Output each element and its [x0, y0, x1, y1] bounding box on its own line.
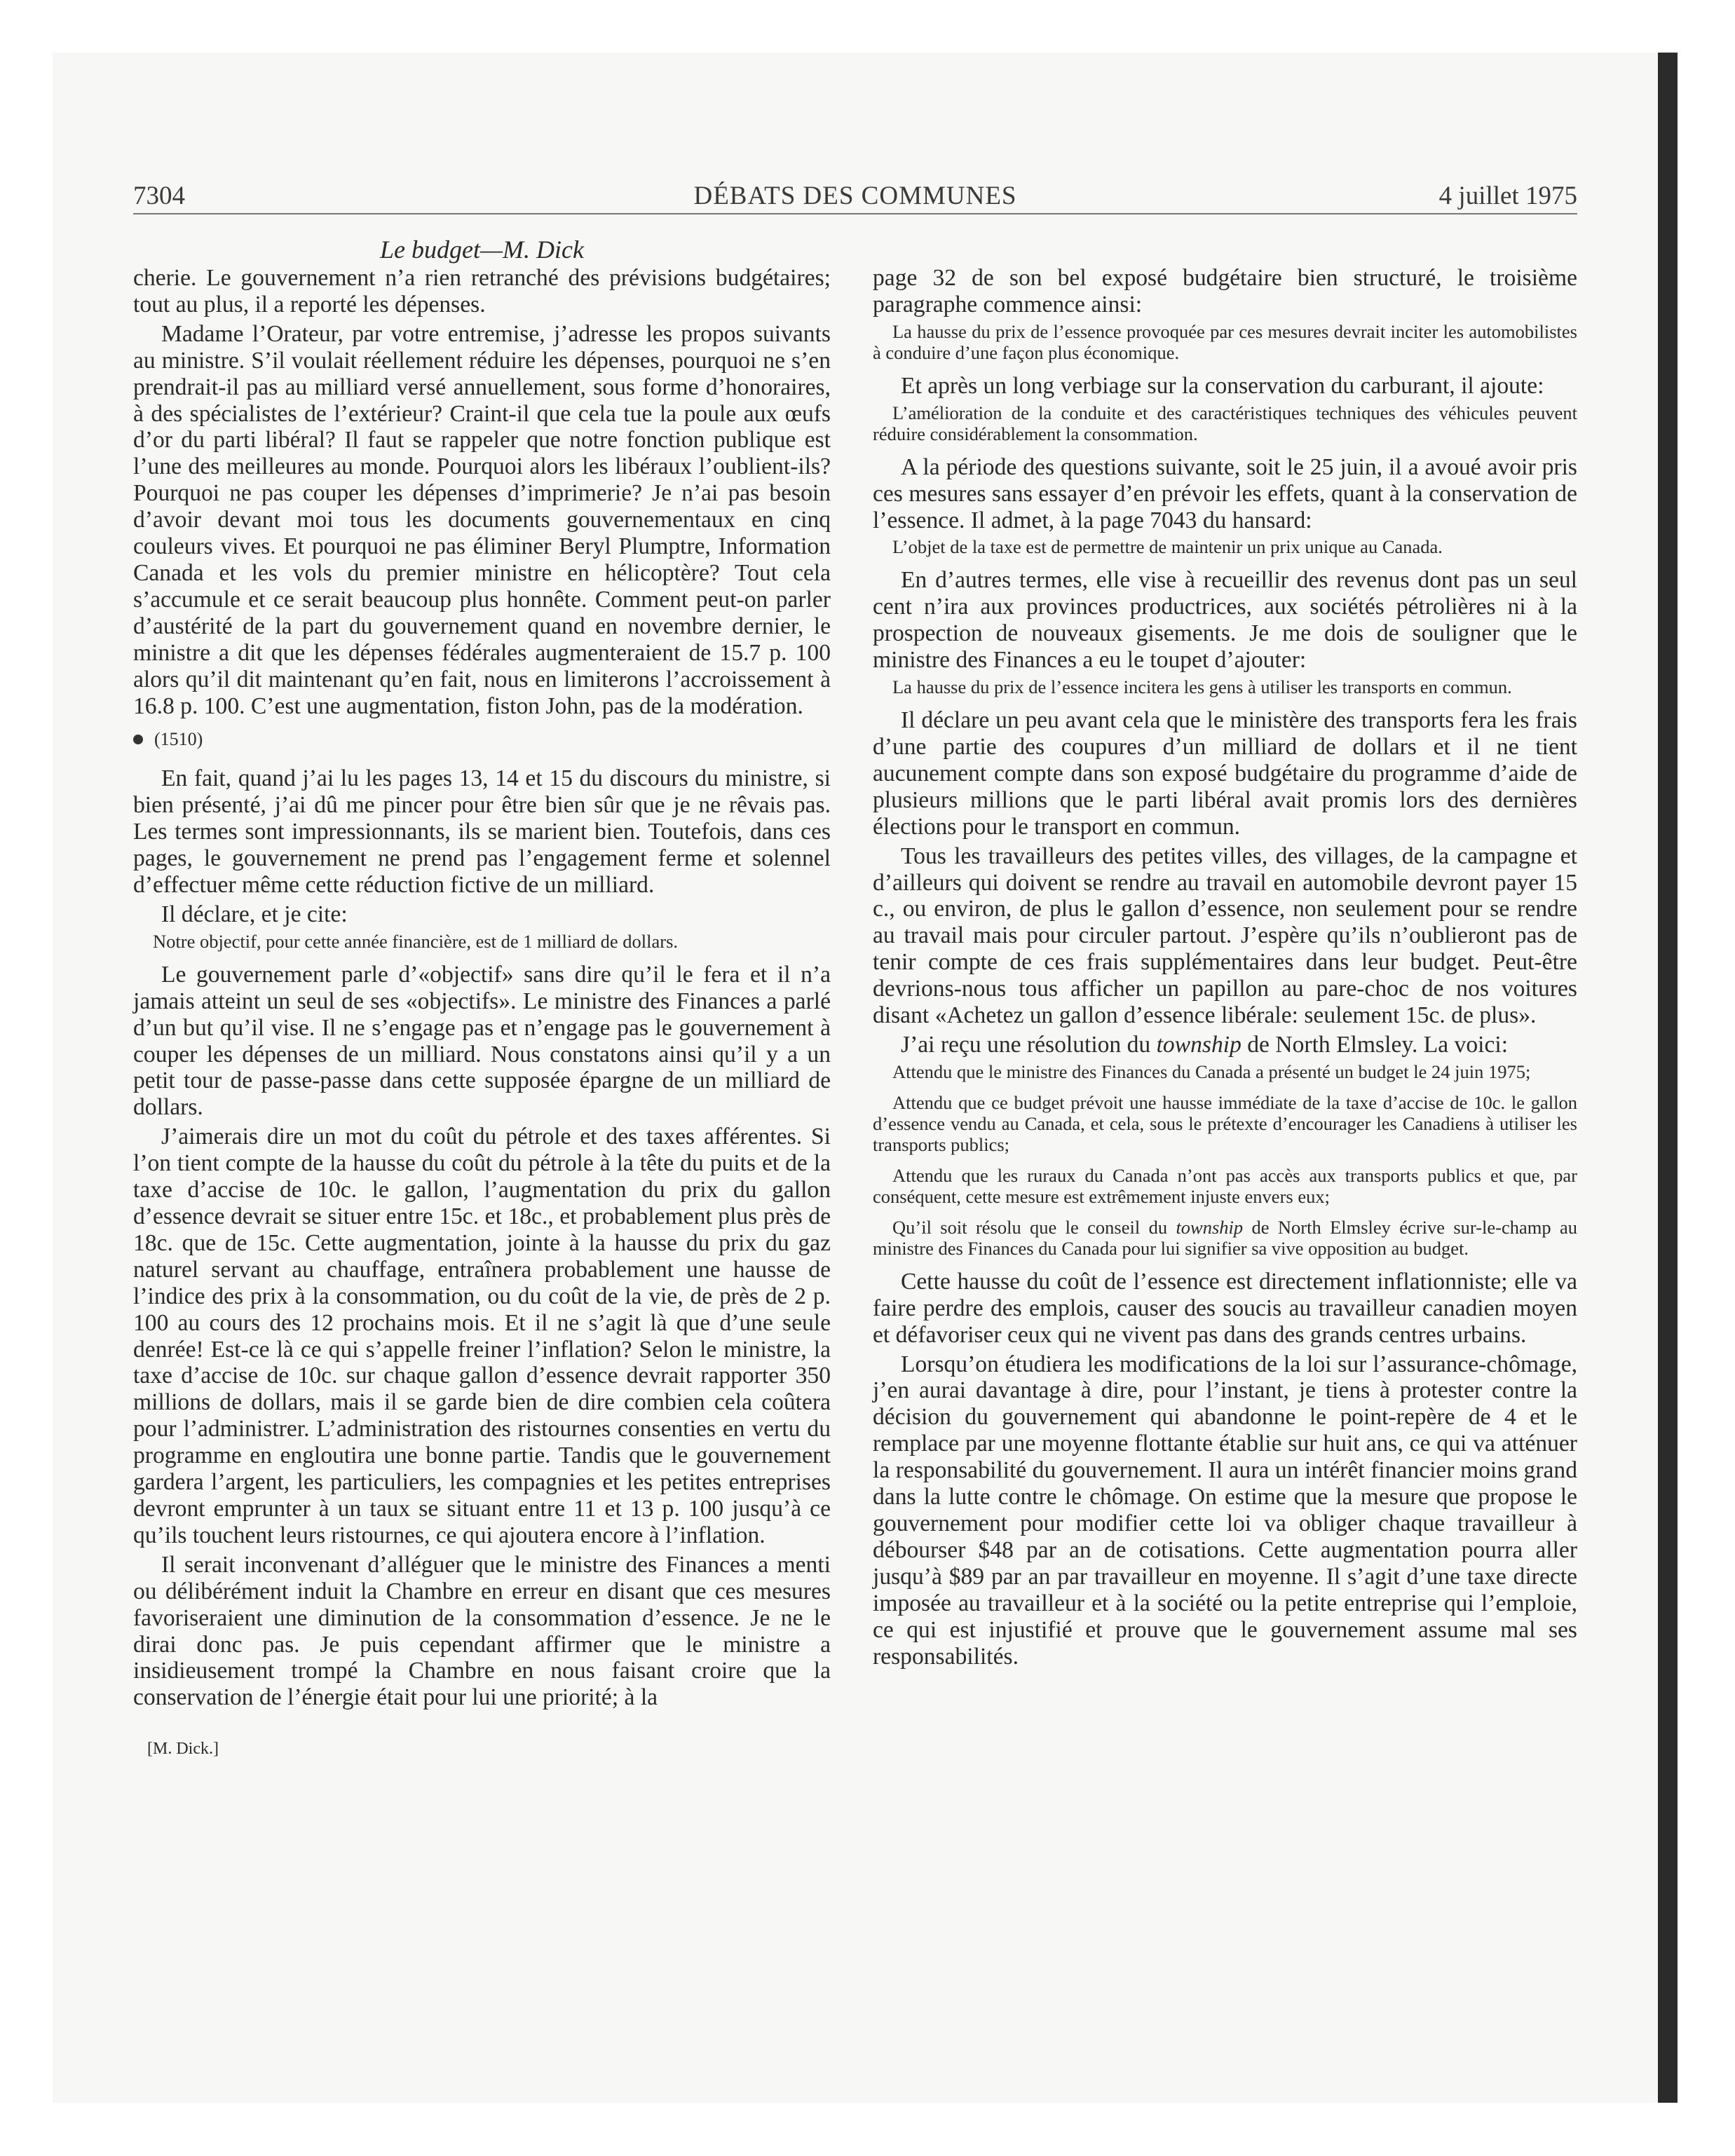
- paragraph: Lorsqu’on étudiera les modifications de la loi sur l’assurance-chômage, j’en aurai davantage à dire, pour l’instant, je tiens à protester contre la décision du gouvernement qui abandonne le point-repère de 4 et le remplace par une moyenne flottante établie sur huit ans, ce qui va atténuer la responsabilité du gouvernement. Il aura un intérêt financier moins grand dans la lutte contre le chômage. On estime que la mesure que propose le gouvernement pour modifier cette loi va obliger chaque travailleur à débourser $48 par an de cotisations. Cette augmentation pourra aller jusqu’à $89 par an par travailleur en moyenne. Il s’agit d’une taxe directe imposée au travailleur et à la société ou la petite entreprise qui l’emploie, ce qui est injustifié et prouve que le gouvernement assume mal ses responsabilités.: [873, 1351, 1577, 1670]
- emphasis: township: [1176, 1216, 1244, 1238]
- paragraph: Il serait inconvenant d’alléguer que le ministre des Finances a menti ou délibérément induit la Chambre en erreur en disant que ces mesures favoriseraient une diminution de la consommation d’essence. Je ne le dirai donc pas. Je puis cependant affirmer que le ministre a insidieusement trompé la Chambre en nous faisant croire que la conservation de l’énergie était pour lui une priorité; à la: [133, 1551, 831, 1711]
- text-run: J’ai reçu une résolution du: [901, 1031, 1157, 1058]
- quotation: La hausse du prix de l’essence provoquée par ces mesures devrait inciter les automobilistes à conduire d’une façon plus économique.: [873, 320, 1577, 363]
- left-column: [133, 265, 831, 1763]
- paragraph: En fait, quand j’ai lu les pages 13, 14 et 15 du discours du ministre, si bien présenté, j’ai dû me pincer pour être bien sûr que je ne rêvais pas. Les termes sont impressionnants, ils se marient bien. Toutefois, dans ces pages, le gouvernement ne prend pas l’engagement ferme et solennel d’effectuer même cette réduction fictive de un milliard.: [133, 765, 831, 899]
- paragraph: Le gouvernement parle d’«objectif» sans dire qu’il le fera et il n’a jamais atteint un seul de ses «objectifs». Le ministre des Finances a parlé d’un but qu’il vise. Il ne s’engage pas et n’engage pas le gouvernement à couper les dépenses de un milliard. Nous constatons ainsi qu’il y a un petit tour de passe-passe dans cette supposée épargne de un milliard de dollars.: [133, 961, 831, 1121]
- page-date: 4 juillet 1975: [1438, 182, 1577, 210]
- page-header: [133, 177, 1577, 214]
- paragraph: Madame l’Orateur, par votre entremise, j’adresse les propos suivants au ministre. S’il voulait réellement réduire les dépenses, pourquoi ne s’en prendrait-il pas au milliard versé annuellement, sous forme d’honoraires, à des spécialistes de l’extérieur? Craint-il que cela tue la poule aux œufs d’or du parti libéral? Il faut se rappeler que notre fonction publique est l’une des meilleures au monde. Pourquoi alors les libéraux l’oublient-ils? Pourquoi ne pas couper les dépenses d’imprimerie? Je n’ai pas besoin d’avoir devant moi tous les documents gouvernementaux en cinq couleurs vives. Et pourquoi ne pas éliminer Beryl Plumptre, Information Canada et les vols du premier ministre en hélicoptère? Tout cela s’accumule et ce serait beaucoup plus honnête. Comment peut-on parler d’austérité de la part du gouvernement quand en novembre dernier, le ministre a dit que les dépenses fédérales augmenteraient de 15.7 p. 100 alors qu’il dit maintenant qu’en fait, nous en limiterons l’accroissement à 16.8 p. 100. C’est une augmentation, fiston John, pas de la modération.: [133, 320, 831, 719]
- emphasis: township: [1156, 1031, 1241, 1058]
- paragraph: A la période des questions suivante, soit le 25 juin, il a avoué avoir pris ces mesures sans essayer d’en prévoir les effets, quant à la conservation de l’essence. Il admet, à la page 7043 du hansard:: [873, 453, 1577, 533]
- paragraph: Cette hausse du coût de l’essence est directement inflationniste; elle va faire perdre des emplois, causer des soucis au travailleur canadien moyen et défavoriser ceux qui ne vivent pas dans des grands centres urbains.: [873, 1268, 1577, 1348]
- quotation: Attendu que ce budget prévoit une hausse immédiate de la taxe d’accise de 10c. le gallon d’essence vendu au Canada, et cela, sous le prétexte d’encourager les Canadiens à utiliser les transports publics;: [873, 1091, 1577, 1155]
- quotation: Attendu que les ruraux du Canada n’ont pas accès aux transports publics et que, par conséquent, cette mesure est extrêmement injuste envers eux;: [873, 1164, 1577, 1207]
- paragraph: [873, 1032, 1577, 1058]
- paragraph: Et après un long verbiage sur la conservation du carburant, il ajoute:: [901, 372, 1544, 399]
- quotation: Notre objectif, pour cette année financière, est de 1 milliard de dollars.: [153, 930, 679, 952]
- quotation: L’amélioration de la conduite et des caractéristiques techniques des véhicules peuvent réduire considérablement la consommation.: [873, 402, 1577, 444]
- speaker-attribution: [M. Dick.]: [147, 1740, 219, 1759]
- publication-title: DÉBATS DES COMMUNES: [693, 182, 1017, 210]
- bullet-icon: [133, 735, 143, 744]
- page-number: 7304: [133, 182, 185, 210]
- quotation: La hausse du prix de l’essence incitera les gens à utiliser les transports en commun.: [892, 676, 1512, 698]
- paragraph: En d’autres termes, elle vise à recueillir des revenus dont pas un seul cent n’ira aux provinces productrices, aux sociétés pétrolières ni à la prospection de nouveaux gisements. Je me dois de souligner que le ministre des Finances a eu le toupet d’ajouter:: [873, 567, 1577, 674]
- scan-edge-shadow: [1658, 53, 1678, 2103]
- text-run: de North Elmsley. La voici:: [1241, 1031, 1509, 1058]
- running-head: Le budget—M. Dick: [380, 236, 584, 264]
- time-marker: [133, 729, 831, 750]
- paragraph: page 32 de son bel exposé budgétaire bien structuré, le troisième paragraphe commence ainsi:: [873, 265, 1577, 318]
- right-column: [873, 265, 1577, 1672]
- paragraph: Il déclare un peu avant cela que le ministère des transports fera les frais d’une partie des coupures d’un milliard de dollars et il ne tient aucunement compte dans son exposé budgétaire du programme d’aide de plusieurs millions que le parti libéral avait promis lors des dernières élections pour le transport en commun.: [873, 707, 1577, 840]
- text-run: de North Elmsley écrive sur-le-champ au ministre des Finances du Canada pour lui signifier sa vive opposition au budget.: [873, 1216, 1577, 1259]
- quotation: [873, 1217, 1577, 1259]
- paragraph: cherie. Le gouvernement n’a rien retranché des prévisions budgétaires; tout au plus, il a reporté les dépenses.: [133, 265, 831, 318]
- time-marker-text: (1510): [154, 729, 203, 750]
- quotation: L’objet de la taxe est de permettre de maintenir un prix unique au Canada.: [892, 536, 1443, 558]
- paragraph: Il déclare, et je cite:: [161, 901, 348, 927]
- text-run: Qu’il soit résolu que le conseil du: [892, 1216, 1176, 1238]
- paragraph: J’aimerais dire un mot du coût du pétrole et des taxes afférentes. Si l’on tient compte de la hausse du coût du pétrole à la tête du puits et de la taxe d’accise de 10c. le gallon, l’augmentation du prix du gallon d’essence devrait se situer entre 15c. et 18c., et probablement plus près de 18c. que de 15c. Cette augmentation, jointe à la hausse du prix du gaz naturel servant au chauffage, entraînera probablement une hausse de l’indice des prix à la consommation, ou du coût de la vie, de près de 2 p. 100 au cours des 12 prochains mois. Et il ne s’agit là que d’une seule denrée! Est-ce là ce qui s’appelle freiner l’inflation? Selon le ministre, la taxe d’accise de 10c. sur chaque gallon d’essence devrait rapporter 350 millions de dollars, mais il se garde bien de dire combien cela coûtera pour l’administrer. L’administration des ristournes consenties en vertu du programme en engloutira une bonne partie. Tandis que le gouvernement gardera l’argent, les particuliers, les compagnies et les petites entreprises devront emprunter à un taux se situant entre 11 et 13 p. 100 jusqu’à ce qu’ils touchent leurs ristournes, ce qui ajoutera encore à l’inflation.: [133, 1124, 831, 1548]
- paragraph: Tous les travailleurs des petites villes, des villages, de la campagne et d’ailleurs qui doivent se rendre au travail en automobile devront payer 15 c., ou environ, de plus le gallon d’essence, non seulement pour se rendre au travail mais pour circuler partout. J’espère qu’ils n’oublieront pas de tenir compte de ces frais supplémentaires dans leur budget. Peut-être devrions-nous tous afficher un papillon au pare-choc de nos voitures disant «Achetez un gallon d’essence libérale: seulement 15c. de plus».: [873, 842, 1577, 1029]
- quotation: Attendu que le ministre des Finances du Canada a présenté un budget le 24 juin 1975;: [892, 1060, 1531, 1082]
